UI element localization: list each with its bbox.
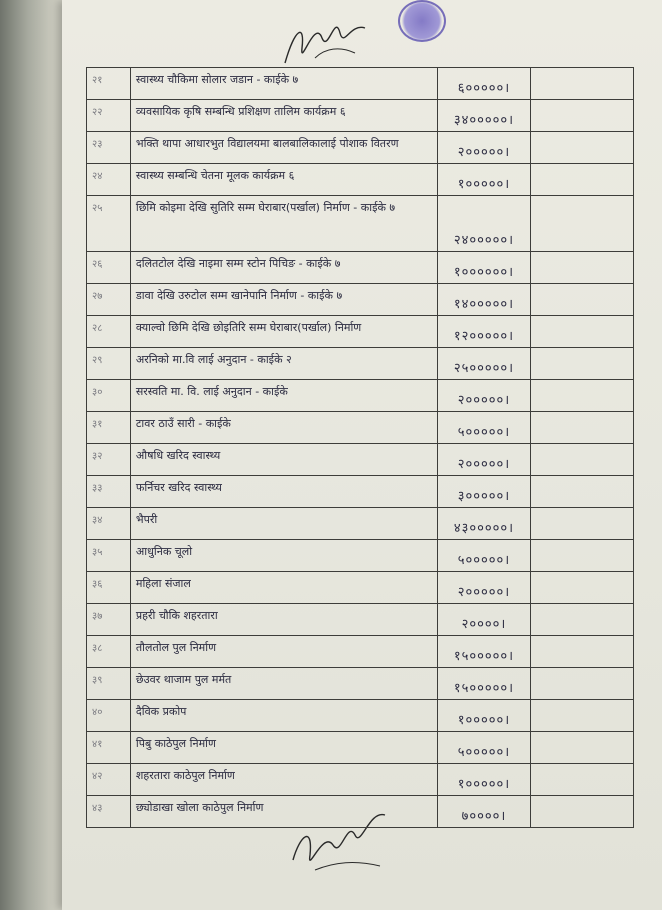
serial-number-cell: ४०	[87, 700, 131, 732]
table-row	[87, 164, 634, 196]
description-cell: आधुनिक चूलो	[130, 540, 437, 572]
table-row	[87, 316, 634, 348]
description-cell: पिबु काठेपुल निर्माण	[130, 732, 437, 764]
description-cell: अरनिको मा.वि लाई अनुदान - काईके २	[130, 348, 437, 380]
table-row	[87, 100, 634, 132]
serial-number-cell: ३०	[87, 380, 131, 412]
serial-number-cell: ४१	[87, 732, 131, 764]
serial-number-cell: ३९	[87, 668, 131, 700]
amount-cell: ५०००००।	[438, 412, 531, 444]
remarks-cell	[530, 412, 633, 444]
remarks-cell	[530, 444, 633, 476]
table-row	[87, 700, 634, 732]
remarks-cell	[530, 100, 633, 132]
amount-cell: ३०००००।	[438, 476, 531, 508]
description-cell: स्वास्थ्य चौकिमा सोलार जडान - काईके ७	[130, 68, 437, 100]
serial-number-cell: ३५	[87, 540, 131, 572]
table-row	[87, 196, 634, 252]
table-row	[87, 252, 634, 284]
description-cell: प्रहरी चौकि शहरतारा	[130, 604, 437, 636]
amount-cell: १५०००००।	[438, 668, 531, 700]
amount-cell: २००००।	[438, 604, 531, 636]
table-row	[87, 540, 634, 572]
description-cell: टावर ठाउँ सारी - काईके	[130, 412, 437, 444]
description-cell: व्यवसायिक कृषि सम्बन्धि प्रशिक्षण तालिम कार्यक्रम ६	[130, 100, 437, 132]
remarks-cell	[530, 380, 633, 412]
remarks-cell	[530, 252, 633, 284]
description-cell: तौलतोल पुल निर्माण	[130, 636, 437, 668]
serial-number-cell: २७	[87, 284, 131, 316]
table-row	[87, 68, 634, 100]
remarks-cell	[530, 636, 633, 668]
table-row	[87, 476, 634, 508]
table-row	[87, 764, 634, 796]
serial-number-cell: २५	[87, 196, 131, 252]
amount-cell: १५०००००।	[438, 636, 531, 668]
remarks-cell	[530, 540, 633, 572]
table-row	[87, 732, 634, 764]
amount-cell: २४०००००।	[438, 196, 531, 252]
description-cell: शहरतारा काठेपुल निर्माण	[130, 764, 437, 796]
amount-cell: ७००००।	[438, 796, 531, 828]
description-cell: डावा देखि उरुटोल सम्म खानेपानि निर्माण - काईके ७	[130, 284, 437, 316]
amount-cell: २५०००००।	[438, 348, 531, 380]
table-row	[87, 132, 634, 164]
table-row	[87, 668, 634, 700]
description-cell: दलितटोल देखि नाइमा सम्म स्टोन पिचिङ - काईके ७	[130, 252, 437, 284]
serial-number-cell: २१	[87, 68, 131, 100]
table-row	[87, 412, 634, 444]
serial-number-cell: ४२	[87, 764, 131, 796]
table-row	[87, 636, 634, 668]
table-row	[87, 796, 634, 828]
amount-cell: ४३०००००।	[438, 508, 531, 540]
remarks-cell	[530, 732, 633, 764]
serial-number-cell: ३१	[87, 412, 131, 444]
serial-number-cell: ३४	[87, 508, 131, 540]
table-row	[87, 348, 634, 380]
amount-cell: १४०००००।	[438, 284, 531, 316]
description-cell: भैपरी	[130, 508, 437, 540]
remarks-cell	[530, 68, 633, 100]
table-row	[87, 380, 634, 412]
amount-cell: २०००००।	[438, 380, 531, 412]
remarks-cell	[530, 668, 633, 700]
remarks-cell	[530, 164, 633, 196]
serial-number-cell: २२	[87, 100, 131, 132]
remarks-cell	[530, 508, 633, 540]
description-cell: भक्ति थापा आधारभुत विद्यालयमा बालबालिकालाई पोशाक वितरण	[130, 132, 437, 164]
description-cell: औषधि खरिद स्वास्थ्य	[130, 444, 437, 476]
amount-cell: ५०००००।	[438, 732, 531, 764]
table-row	[87, 508, 634, 540]
serial-number-cell: ३३	[87, 476, 131, 508]
remarks-cell	[530, 796, 633, 828]
serial-number-cell: ४३	[87, 796, 131, 828]
serial-number-cell: २३	[87, 132, 131, 164]
serial-number-cell: ३८	[87, 636, 131, 668]
remarks-cell	[530, 572, 633, 604]
book-spine	[0, 0, 70, 910]
amount-cell: २०००००।	[438, 572, 531, 604]
amount-cell: २०००००।	[438, 132, 531, 164]
description-cell: क्याल्वो छिमि देखि छोइतिरि सम्म घेराबार(पर्खाल) निर्माण	[130, 316, 437, 348]
table-row	[87, 444, 634, 476]
description-cell: छ्योडाखा खोला काठेपुल निर्माण	[130, 796, 437, 828]
remarks-cell	[530, 348, 633, 380]
amount-cell: १०००००।	[438, 164, 531, 196]
amount-cell: २०००००।	[438, 444, 531, 476]
amount-cell: १०००००।	[438, 764, 531, 796]
amount-cell: १२०००००।	[438, 316, 531, 348]
table-row	[87, 604, 634, 636]
serial-number-cell: २६	[87, 252, 131, 284]
description-cell: फर्निचर खरिद स्वास्थ्य	[130, 476, 437, 508]
serial-number-cell: २९	[87, 348, 131, 380]
description-cell: छेउवर थाजाम पुल मर्मत	[130, 668, 437, 700]
description-cell: स्वास्थ्य सम्बन्धि चेतना मूलक कार्यक्रम ६	[130, 164, 437, 196]
table-row	[87, 284, 634, 316]
serial-number-cell: ३६	[87, 572, 131, 604]
remarks-cell	[530, 764, 633, 796]
serial-number-cell: ३२	[87, 444, 131, 476]
serial-number-cell: २४	[87, 164, 131, 196]
remarks-cell	[530, 316, 633, 348]
table-row	[87, 572, 634, 604]
description-cell: महिला संजाल	[130, 572, 437, 604]
amount-cell: ३४०००००।	[438, 100, 531, 132]
serial-number-cell: ३७	[87, 604, 131, 636]
serial-number-cell: २८	[87, 316, 131, 348]
description-cell: दैविक प्रकोप	[130, 700, 437, 732]
remarks-cell	[530, 700, 633, 732]
amount-cell: ६०००००।	[438, 68, 531, 100]
amount-cell: १००००००।	[438, 252, 531, 284]
amount-cell: १०००००।	[438, 700, 531, 732]
remarks-cell	[530, 196, 633, 252]
remarks-cell	[530, 476, 633, 508]
remarks-cell	[530, 284, 633, 316]
description-cell: सरस्वति मा. वि. लाई अनुदान - काईके	[130, 380, 437, 412]
amount-cell: ५०००००।	[438, 540, 531, 572]
remarks-cell	[530, 604, 633, 636]
description-cell: छिमि कोइमा देखि सुतिरि सम्म घेराबार(पर्खाल) निर्माण - काईके ७	[130, 196, 437, 252]
budget-table	[86, 67, 634, 828]
remarks-cell	[530, 132, 633, 164]
